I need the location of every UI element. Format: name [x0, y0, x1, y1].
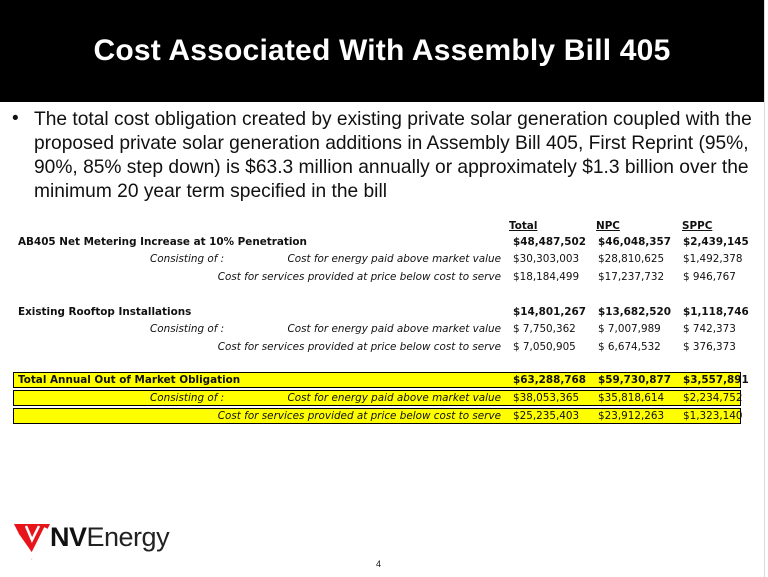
nv-energy-logo-icon	[12, 522, 52, 567]
consisting-label: Consisting of :	[150, 323, 225, 335]
row-npc: $28,810,625	[598, 253, 665, 265]
section-sppc: $1,118,746	[683, 306, 749, 318]
row-total: $ 7,750,362	[513, 323, 576, 335]
section-label: Total Annual Out of Market Obligation	[18, 374, 241, 386]
row-label: Cost for services provided at price below cost to serve	[217, 410, 501, 422]
section-total: $48,487,502	[513, 236, 586, 248]
section-label: Existing Rooftop Installations	[18, 306, 192, 318]
row-total: $ 7,050,905	[513, 341, 576, 353]
slide-title: Cost Associated With Assembly Bill 405	[93, 34, 671, 67]
row-label: Cost for services provided at price below cost to serve	[217, 271, 501, 283]
page-number: 4	[376, 559, 382, 569]
bullet-dot-icon: •	[12, 108, 19, 129]
nv-energy-logo	[50, 522, 169, 553]
row-npc: $23,912,263	[598, 410, 665, 422]
section-npc: $46,048,357	[598, 236, 671, 248]
section-npc: $13,682,520	[598, 306, 671, 318]
row-label: Cost for energy paid above market value	[287, 323, 501, 335]
row-sppc: $1,492,378	[683, 253, 743, 265]
section-sppc: $3,557,891	[683, 374, 749, 386]
row-total: $25,235,403	[513, 410, 580, 422]
section-total: $14,801,267	[513, 306, 586, 318]
logo-energy: Energy	[86, 522, 170, 552]
consisting-label: Consisting of :	[150, 392, 225, 404]
row-label: Cost for energy paid above market value	[287, 392, 501, 404]
row-sppc: $ 742,373	[683, 323, 736, 335]
row-npc: $17,237,732	[598, 271, 665, 283]
row-total: $18,184,499	[513, 271, 580, 283]
row-total: $38,053,365	[513, 392, 580, 404]
row-label: Cost for services provided at price below cost to serve	[217, 341, 501, 353]
row-npc: $ 6,674,532	[598, 341, 661, 353]
row-sppc: $ 946,767	[683, 271, 736, 283]
section-npc: $59,730,877	[598, 374, 671, 386]
header-npc: NPC	[596, 220, 620, 232]
row-npc: $35,818,614	[598, 392, 665, 404]
row-label: Cost for energy paid above market value	[287, 253, 501, 265]
row-sppc: $ 376,373	[683, 341, 736, 353]
header-total: Total	[509, 220, 538, 232]
section-sppc: $2,439,145	[683, 236, 749, 248]
header-sppc: SPPC	[682, 220, 713, 232]
section-label: AB405 Net Metering Increase at 10% Penetration	[18, 236, 307, 248]
row-sppc: $1,323,140	[683, 410, 743, 422]
row-total: $30,303,003	[513, 253, 580, 265]
section-total: $63,288,768	[513, 374, 586, 386]
logo-nv: NV	[50, 522, 87, 552]
row-npc: $ 7,007,989	[598, 323, 661, 335]
consisting-label: Consisting of :	[150, 253, 225, 265]
bullet-text: The total cost obligation created by existing private solar generation coupled with the proposed private solar generation additions in Assembly Bill 405, First Reprint (95%, 90%, 85% step down) is $63.3 million annually or approximately $1.3 billion over the minimum 20 year term specified in the bill	[34, 109, 752, 202]
row-sppc: $2,234,752	[683, 392, 743, 404]
